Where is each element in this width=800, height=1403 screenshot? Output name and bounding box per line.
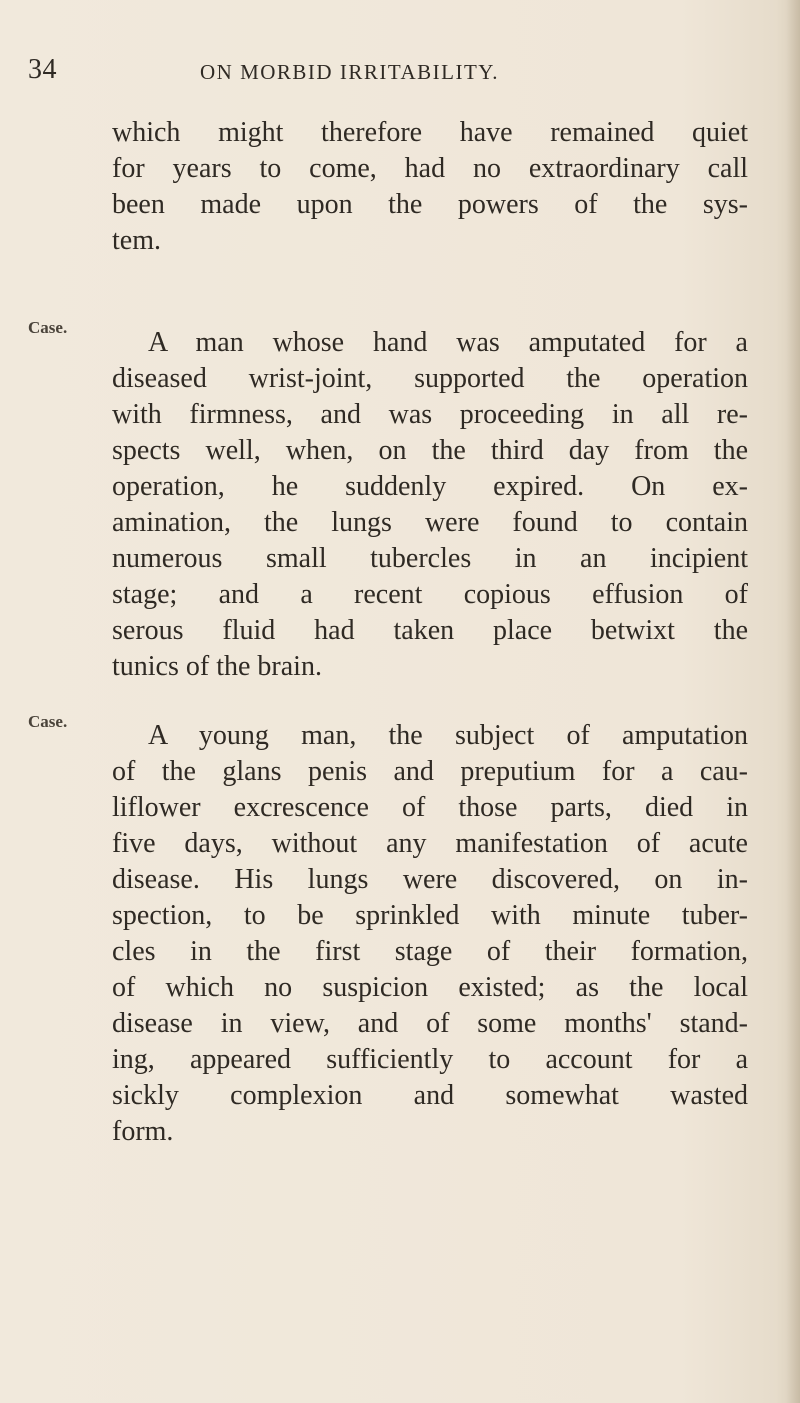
text-line: been made upon the powers of the sys- — [112, 189, 748, 220]
text-line: operation, he suddenly expired. On ex- — [112, 471, 748, 502]
text-line: amination, the lungs were found to contain — [112, 507, 748, 538]
text-line: liflower excrescence of those parts, died in — [112, 792, 748, 823]
page-edge-shadow — [786, 0, 800, 1403]
text-line: tunics of the brain. — [112, 651, 322, 682]
text-line: form. — [112, 1116, 174, 1147]
text-line: with firmness, and was proceeding in all re- — [112, 399, 748, 430]
text-line: which might therefore have remained quiet — [112, 117, 748, 148]
paragraph-1 — [112, 115, 748, 259]
margin-note-case-1: Case. — [28, 318, 68, 337]
text-line: sickly complexion and somewhat wasted — [112, 1080, 748, 1111]
running-title: ON MORBID IRRITABILITY. — [200, 60, 500, 84]
text-line: cles in the first stage of their formation, — [112, 936, 748, 967]
text-line: spects well, when, on the third day from the — [112, 435, 748, 466]
text-line: serous fluid had taken place betwixt the — [112, 615, 748, 646]
text-line: for years to come, had no extraordinary call — [112, 153, 748, 184]
page-number: 34 — [28, 54, 57, 85]
paragraph-3 — [112, 718, 748, 1150]
text-line: ing, appeared sufficiently to account for a — [112, 1044, 748, 1075]
text-line: spection, to be sprinkled with minute tuber- — [112, 900, 748, 931]
text-line: disease. His lungs were discovered, on in- — [112, 864, 748, 895]
text-line: numerous small tubercles in an incipient — [112, 543, 748, 574]
text-line: stage; and a recent copious effusion of — [112, 579, 748, 610]
paragraph-2 — [112, 325, 748, 685]
text-line: A young man, the subject of amputation — [148, 720, 748, 751]
text-line: diseased wrist-joint, supported the operation — [112, 363, 748, 394]
text-line: A man whose hand was amputated for a — [148, 327, 748, 358]
text-line: of the glans penis and preputium for a cau- — [112, 756, 748, 787]
text-line: of which no suspicion existed; as the local — [112, 972, 748, 1003]
margin-note-case-2: Case. — [28, 712, 68, 731]
text-line: disease in view, and of some months' stand- — [112, 1008, 748, 1039]
text-line: tem. — [112, 225, 161, 256]
text-line: five days, without any manifestation of acute — [112, 828, 748, 859]
